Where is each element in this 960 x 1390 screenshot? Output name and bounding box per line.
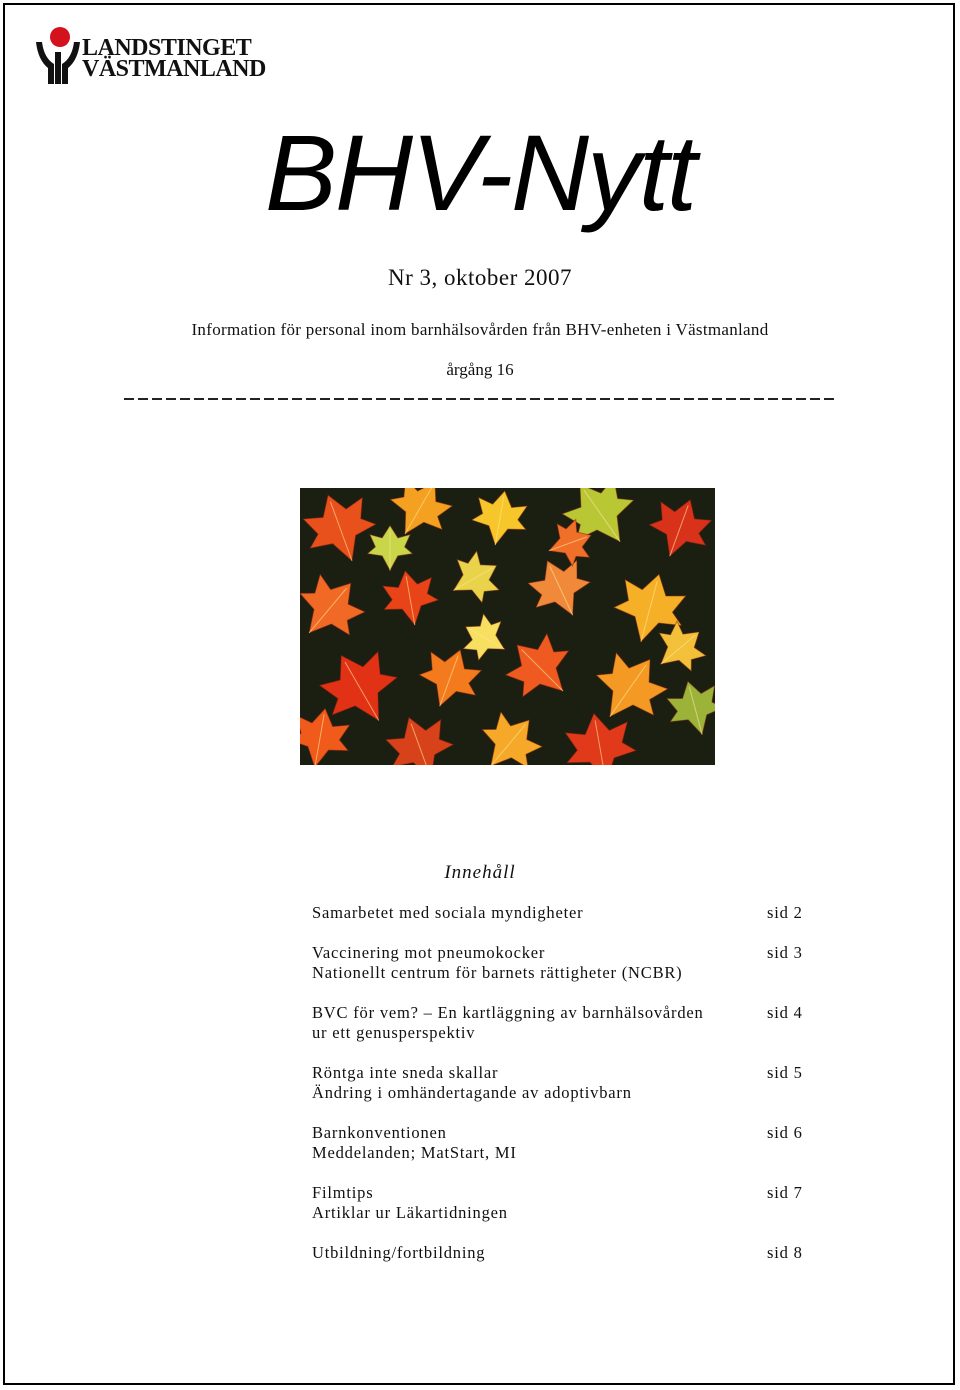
toc-page-number: sid 6 bbox=[767, 1123, 803, 1142]
table-of-contents bbox=[312, 903, 806, 1283]
toc-line bbox=[312, 1143, 806, 1163]
toc-heading: Innehåll bbox=[444, 862, 516, 883]
toc-line bbox=[312, 1243, 806, 1263]
toc-line-text: Meddelanden; MatStart, MI bbox=[312, 1143, 517, 1162]
toc-line-text: Barnkonventionen bbox=[312, 1123, 447, 1142]
toc-line-text: Filmtips bbox=[312, 1183, 374, 1202]
toc-entry bbox=[312, 1063, 806, 1103]
toc-line bbox=[312, 963, 806, 983]
toc-line-text: Nationellt centrum för barnets rättigheter (NCBR) bbox=[312, 963, 683, 982]
landstinget-logo-icon bbox=[34, 26, 82, 86]
issue-number: Nr 3, oktober 2007 bbox=[387, 265, 573, 290]
dashed-divider bbox=[124, 398, 836, 400]
toc-page-number: sid 5 bbox=[767, 1063, 803, 1082]
toc-line bbox=[312, 1003, 806, 1023]
toc-line bbox=[312, 1083, 806, 1103]
toc-entry bbox=[312, 1123, 806, 1163]
toc-line bbox=[312, 1203, 806, 1223]
toc-line bbox=[312, 1183, 806, 1203]
logo-line-2: VÄSTMANLAND bbox=[82, 56, 266, 82]
toc-entry bbox=[312, 1183, 806, 1223]
toc-entry bbox=[312, 943, 806, 983]
logo-line-1: LANDSTINGET bbox=[82, 35, 252, 61]
toc-entry bbox=[312, 1003, 806, 1043]
toc-page-number: sid 3 bbox=[767, 943, 803, 962]
toc-entry bbox=[312, 1243, 806, 1263]
toc-page-number: sid 7 bbox=[767, 1183, 803, 1202]
toc-line bbox=[312, 1063, 806, 1083]
logo bbox=[34, 26, 266, 86]
subtitle: Information för personal inom barnhälsovården från BHV-enheten i Västmanland bbox=[191, 320, 769, 339]
toc-page-number: sid 2 bbox=[767, 903, 803, 922]
volume-year: årgång 16 bbox=[446, 360, 514, 379]
toc-line-text: Utbildning/fortbildning bbox=[312, 1243, 486, 1262]
toc-line bbox=[312, 943, 806, 963]
toc-line bbox=[312, 1023, 806, 1043]
toc-page-number: sid 4 bbox=[767, 1003, 803, 1022]
toc-line-text: Vaccinering mot pneumokocker bbox=[312, 943, 546, 962]
toc-line-text: Ändring i omhändertagande av adoptivbarn bbox=[312, 1083, 632, 1102]
toc-line-text: Samarbetet med sociala myndigheter bbox=[312, 903, 584, 922]
toc-entry bbox=[312, 903, 806, 923]
toc-line-text: BVC för vem? – En kartläggning av barnhälsovården bbox=[312, 1003, 704, 1022]
toc-line-text: ur ett genusperspektiv bbox=[312, 1023, 476, 1042]
toc-line-text: Röntga inte sneda skallar bbox=[312, 1063, 499, 1082]
toc-page-number: sid 8 bbox=[767, 1243, 803, 1262]
toc-line bbox=[312, 1123, 806, 1143]
page-title: BHV-Nytt bbox=[264, 112, 696, 233]
toc-line-text: Artiklar ur Läkartidningen bbox=[312, 1203, 508, 1222]
toc-line bbox=[312, 903, 806, 923]
autumn-leaves-image bbox=[300, 488, 715, 765]
